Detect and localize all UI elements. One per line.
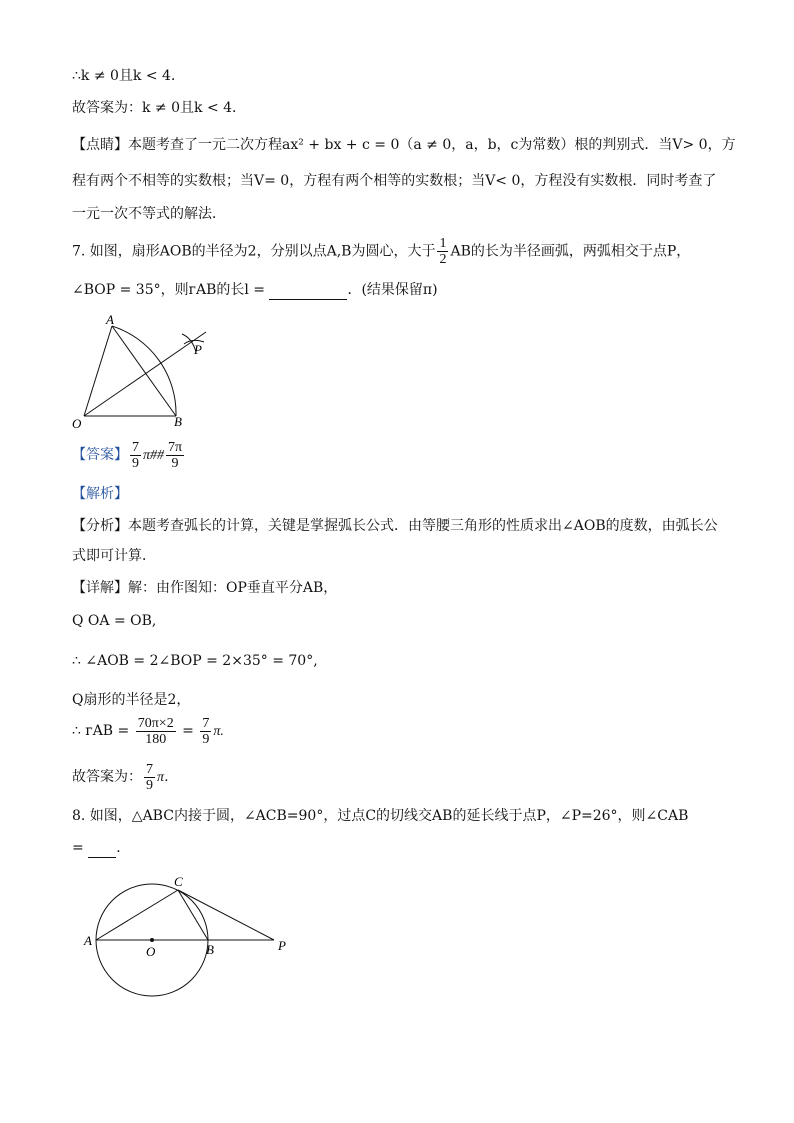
text-line-2: 故答案为：k ≠ 0且k < 4． bbox=[72, 100, 247, 116]
xiangjie-line: 【详解】解：由作图知：OP垂直平分AB， bbox=[72, 580, 338, 596]
answer-blank-q8 bbox=[88, 857, 116, 858]
answer-blank-q7 bbox=[269, 299, 347, 300]
q7-text-b: AB的长为半径画弧，两弧相交于点P， bbox=[450, 243, 691, 260]
label-O: O bbox=[72, 416, 82, 431]
dianjing-line-3: 一元一次不等式的解法． bbox=[72, 206, 226, 222]
label-P: P bbox=[194, 342, 202, 357]
question-8-line-1: 8. 如图，△ABC内接于圆，∠ACB=90°，过点C的切线交AB的延长线于点P，∠P=26°，则∠CAB bbox=[72, 808, 689, 824]
text-line-1: ∴k ≠ 0且k < 4． bbox=[72, 68, 185, 84]
answer-line: 【答案】 $\frac{7}{9}$ π## $\frac{7\pi}{9}$ bbox=[72, 439, 183, 471]
step-3: Q扇形的半径是2， bbox=[72, 692, 191, 708]
fenxi-line-1: 【分析】本题考查弧长的计算，关键是掌握弧长公式．由等腰三角形的性质求出∠AOB的度数，由弧长公 bbox=[72, 518, 718, 534]
label-A: A bbox=[84, 933, 92, 948]
question-7-line-2: ∠BOP = 35°，则ᴦAB的长l = ．(结果保留π) bbox=[72, 282, 438, 298]
label-A: A bbox=[106, 312, 114, 327]
figure-sector-aob bbox=[66, 312, 226, 432]
step-4: ∴ ᴦAB = $\frac{70\pi\times 2}{180}$ = $\frac{7}{9}$ π. bbox=[72, 715, 224, 747]
dianjing-line-1: 【点睛】本题考查了一元二次方程ax² + bx + c = 0（a ≠ 0，a，b，c为常数）根的判别式．当V> 0，方 bbox=[72, 137, 736, 153]
label-C: C bbox=[174, 874, 183, 889]
dianjing-line-2: 程有两个不相等的实数根；当V= 0，方程有两个相等的实数根；当V< 0，方程没有实数根．同时考查了 bbox=[72, 173, 717, 189]
label-B: B bbox=[206, 942, 214, 957]
step-5: 故答案为： $\frac{7}{9}$ π． bbox=[72, 761, 179, 793]
question-7-line-1 bbox=[72, 236, 690, 267]
fenxi-line-2: 式即可计算． bbox=[72, 548, 156, 564]
label-B: B bbox=[174, 414, 182, 429]
label-P: P bbox=[278, 938, 286, 953]
label-O: O bbox=[146, 944, 156, 959]
q7-text-a: 7. 如图，扇形AOB的半径为2，分别以点A,B为圆心，大于 bbox=[72, 243, 436, 260]
step-1: Q OA = OB, bbox=[72, 613, 157, 629]
jiexi-label: 【解析】 bbox=[72, 486, 128, 502]
fraction-one-half: $\frac{1}{2}$ bbox=[439, 236, 447, 267]
question-8-line-2: = ． bbox=[72, 840, 131, 856]
figure-circle-abc bbox=[82, 872, 302, 1002]
step-2: ∴ ∠AOB = 2∠BOP = 2×35° = 70°, bbox=[72, 653, 318, 669]
